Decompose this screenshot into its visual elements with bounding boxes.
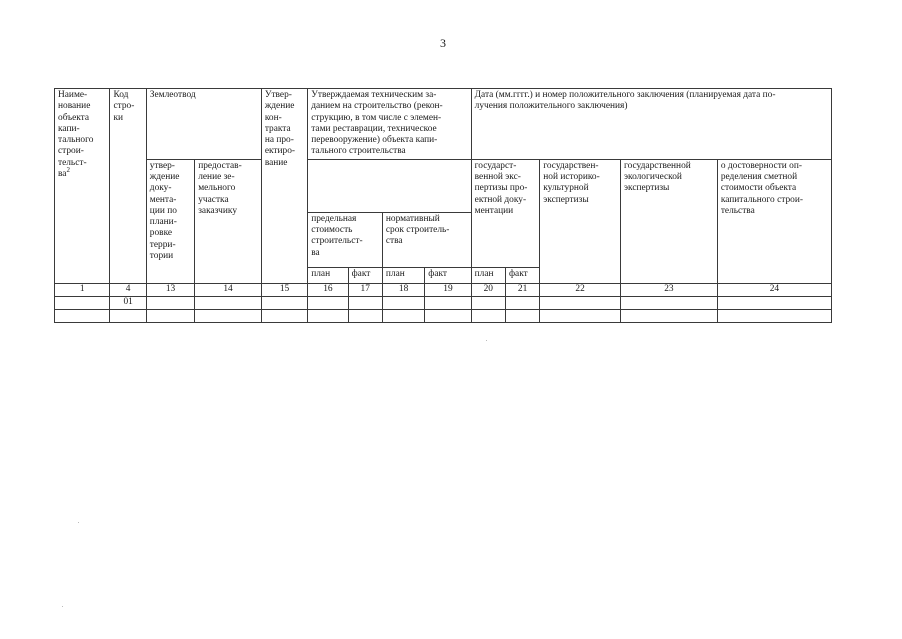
table-cell [620,296,717,309]
table-cell [146,296,194,309]
header-construction-term: нормативный срок строитель- ства [382,212,471,267]
table-cell [55,296,110,309]
header-cost-fact: факт [348,267,382,283]
table-cell [540,296,621,309]
column-number: 21 [505,283,539,296]
header-conclusion-date: Дата (мм.гггг.) и номер положительного заключения (планируемая дата по- лучения положительного заключения) [471,89,831,160]
table-cell [261,309,307,322]
table-cell [110,309,146,322]
column-number: 4 [110,283,146,296]
table-cell [717,296,831,309]
header-cost-limit: предельная стоимость строительст- ва [308,212,383,267]
page-number: 3 [440,36,446,50]
column-number-row [55,283,832,296]
footnote-mark: 2 [66,165,70,174]
header-object-name: Наиме- нование объекта капи- тального строи- тельст- $ва^2$ [55,89,110,284]
table-row [55,296,832,309]
table-cell [471,296,505,309]
header-approved-spacer [308,159,471,212]
header-expertise-fact: факт [505,267,539,283]
column-number: 13 [146,283,194,296]
table-cell [261,296,307,309]
table-cell [308,296,348,309]
header-row-code: Код стро- ки [110,89,146,284]
header-estimate-reliability: о достоверности оп- ределения сметной стоимости объекта капитального строи- тельства [717,159,831,283]
header-cost-plan: план [308,267,348,283]
table-cell [348,296,382,309]
header-approved-task: Утверждаемая техническим за- данием на строительство (рекон- струкцию, в том числе с элемен- тами реставрации, техническое перевооружение) объекта капи- тального строительства [308,89,471,160]
table-cell [425,296,471,309]
scan-speck [486,340,487,341]
table-row [55,309,832,322]
column-number: 14 [195,283,262,296]
table-cell [505,296,539,309]
header-historical-expertise: государствен- ной историко- культурной экспертизы [540,159,621,283]
column-number: 18 [382,283,424,296]
column-number: 17 [348,283,382,296]
table-cell [146,309,194,322]
header-land-allotment: Землеотвод [146,89,261,160]
table-cell [540,309,621,322]
column-number: 20 [471,283,505,296]
header-planning-docs: утвер- ждение доку- мента- ции по плани- ровке терри- тории [146,159,194,283]
table-cell [620,309,717,322]
table-cell [717,309,831,322]
table-cell [425,309,471,322]
column-number: 23 [620,283,717,296]
table-cell: 01 [110,296,146,309]
table-cell [471,309,505,322]
table-cell [505,309,539,322]
header-expertise-plan: план [471,267,505,283]
table-cell [348,309,382,322]
header-term-fact: факт [425,267,471,283]
table-cell [382,309,424,322]
column-number: 19 [425,283,471,296]
header-land-grant: предостав- ление зе- мельного участка заказчику [195,159,262,283]
scan-speck [78,522,79,523]
table-cell [382,296,424,309]
table-cell [195,309,262,322]
header-term-plan: план [382,267,424,283]
table-cell [308,309,348,322]
table-cell [55,309,110,322]
column-number: 22 [540,283,621,296]
column-number: 24 [717,283,831,296]
column-number: 1 [55,283,110,296]
table-cell [195,296,262,309]
report-table [54,88,832,323]
header-contract-approval: Утвер- ждение кон- тракта на про- ектиро- вание [261,89,307,284]
scan-speck [62,606,63,607]
header-ecological-expertise: государственной экологической экспертизы [620,159,717,283]
header-state-expertise: государст- венной экс- пертизы про- ектной доку- ментации [471,159,540,267]
column-number: 15 [261,283,307,296]
column-number: 16 [308,283,348,296]
